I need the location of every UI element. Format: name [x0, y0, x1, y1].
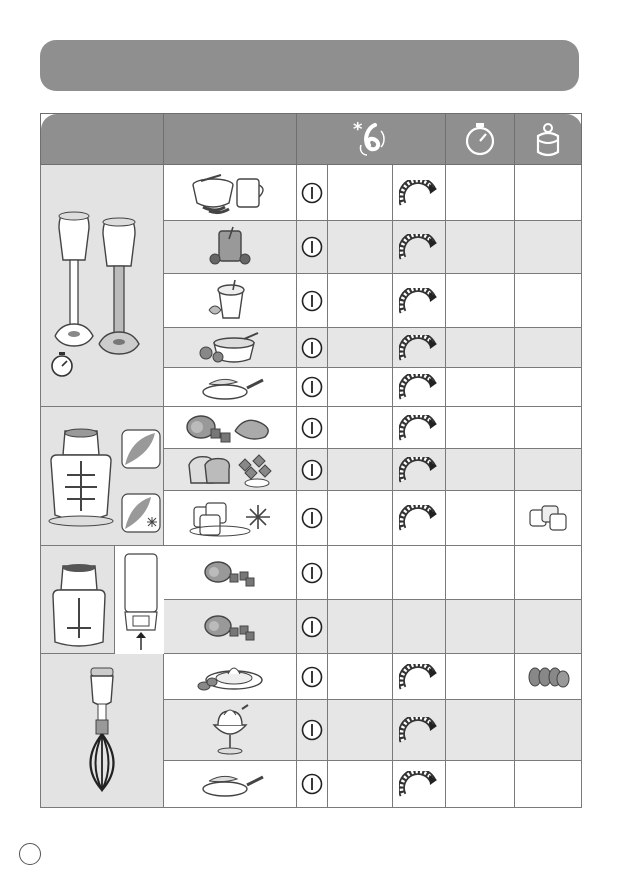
power-button-icon	[301, 562, 323, 584]
whisk-icon	[77, 664, 127, 794]
power-cell	[297, 407, 328, 449]
power-button-icon	[301, 417, 323, 439]
bread-and-nuts-icon	[183, 451, 277, 489]
time-cell	[446, 274, 515, 328]
time-cell	[446, 491, 515, 546]
meat-small-icon	[202, 612, 258, 642]
table-row	[41, 407, 582, 449]
speed-cell	[393, 221, 446, 274]
food-cell	[164, 368, 297, 407]
quantity-cell	[515, 274, 582, 328]
food-cell	[164, 165, 297, 221]
speed-cell	[393, 654, 446, 700]
time-cell	[446, 165, 515, 221]
speed-dial-icon	[399, 457, 439, 483]
blank-cell	[328, 600, 393, 654]
header-speed	[297, 114, 446, 165]
power-cell	[297, 546, 328, 600]
header-quantity	[515, 114, 582, 165]
food-cell	[164, 761, 297, 808]
blank-cell	[328, 407, 393, 449]
power-button-icon	[301, 337, 323, 359]
food-cell	[164, 328, 297, 368]
mini-chopper-icon	[49, 558, 109, 654]
speed-dial-icon	[399, 505, 439, 531]
quantity-cell	[515, 221, 582, 274]
ice-cubes-quantity-icon	[526, 504, 570, 532]
speed-cell	[393, 368, 446, 407]
header-time	[446, 114, 515, 165]
food-cell	[164, 274, 297, 328]
blank-cell	[328, 449, 393, 491]
time-cell	[446, 449, 515, 491]
baby-food-bowl-icon	[198, 331, 262, 365]
speed-dial-icon	[399, 664, 439, 690]
quantity-cell	[515, 407, 582, 449]
time-cell	[446, 328, 515, 368]
power-button-icon	[301, 773, 323, 795]
usage-table	[40, 113, 582, 808]
blank-cell	[328, 368, 393, 407]
power-button-icon	[301, 376, 323, 398]
time-cell	[446, 368, 515, 407]
table-row	[41, 654, 582, 700]
mini-chopper-insert-icon	[121, 550, 161, 654]
food-cell	[164, 221, 297, 274]
speed-cell	[393, 546, 446, 600]
quantity-cell	[515, 654, 582, 700]
power-cell	[297, 368, 328, 407]
power-cell	[297, 600, 328, 654]
table-row	[41, 546, 582, 600]
speed-dial-icon	[399, 335, 439, 361]
header-food	[164, 114, 297, 165]
speed-cell	[393, 761, 446, 808]
time-cell	[446, 654, 515, 700]
chopping-blade-icon	[121, 429, 161, 469]
eggs-quantity-icon	[526, 664, 570, 690]
blank-cell	[328, 491, 393, 546]
power-cell	[297, 328, 328, 368]
speed-dial-icon	[399, 180, 439, 206]
egg-white-plate-icon	[194, 660, 266, 694]
power-cell	[297, 221, 328, 274]
power-button-icon	[301, 666, 323, 688]
chopper-bowl-icon	[45, 425, 117, 529]
speed-cell	[393, 700, 446, 761]
speed-cell	[393, 274, 446, 328]
time-cell	[446, 600, 515, 654]
power-button-icon	[301, 459, 323, 481]
power-cell	[297, 165, 328, 221]
power-button-icon	[301, 719, 323, 741]
header-accessory	[41, 114, 164, 165]
quantity-cell	[515, 600, 582, 654]
ice-cubes-icon	[184, 499, 276, 537]
quantity-cell	[515, 491, 582, 546]
speed-dial-icon	[399, 234, 439, 260]
milkshake-icon	[205, 278, 255, 324]
blank-cell	[328, 165, 393, 221]
speed-cell	[393, 328, 446, 368]
time-cell	[446, 221, 515, 274]
speed-dial-icon	[399, 717, 439, 743]
time-cell	[446, 761, 515, 808]
power-button-icon	[301, 236, 323, 258]
food-cell	[164, 491, 297, 546]
power-button-icon	[301, 182, 323, 204]
food-cell	[164, 700, 297, 761]
pan-batter-icon	[195, 372, 265, 402]
blank-cell	[328, 221, 393, 274]
accessory-cell-mini-chopper	[41, 546, 164, 654]
accessory-cell-chopper-bowl	[41, 407, 164, 546]
speed-cell	[393, 449, 446, 491]
food-cell	[164, 407, 297, 449]
quantity-cell	[515, 700, 582, 761]
blank-cell	[328, 274, 393, 328]
whipped-cream-cup-icon	[202, 703, 258, 757]
table-header-row	[41, 114, 582, 165]
blank-cell	[328, 328, 393, 368]
time-cell	[446, 700, 515, 761]
food-cell	[164, 449, 297, 491]
blank-cell	[328, 546, 393, 600]
time-cell	[446, 546, 515, 600]
power-button-icon	[301, 616, 323, 638]
food-cell	[164, 600, 297, 654]
quantity-cell	[515, 546, 582, 600]
power-button-icon	[301, 290, 323, 312]
timer-icon	[463, 121, 497, 157]
accessory-cell-blender-shafts	[41, 165, 164, 407]
time-cell	[446, 407, 515, 449]
quantity-cell	[515, 449, 582, 491]
blank-cell	[328, 761, 393, 808]
table-row	[41, 165, 582, 221]
power-button-icon	[301, 507, 323, 529]
svg-text:*: *	[353, 119, 363, 140]
speed-cell	[393, 600, 446, 654]
power-cell	[297, 491, 328, 546]
power-cell	[297, 654, 328, 700]
meat-small-icon	[202, 558, 258, 588]
ice-crushing-blade-icon	[121, 493, 161, 533]
quantity-cell	[515, 368, 582, 407]
blank-cell	[328, 700, 393, 761]
speed-cell	[393, 165, 446, 221]
speed-dial-icon	[399, 374, 439, 400]
blank-cell	[328, 654, 393, 700]
power-cell	[297, 761, 328, 808]
power-cell	[297, 700, 328, 761]
section-title-bar	[40, 40, 579, 91]
pan-batter-icon	[195, 769, 265, 799]
speed-dial-icon	[399, 288, 439, 314]
meat-and-vegetables-icon	[183, 411, 277, 445]
smoothie-glass-icon	[205, 225, 255, 269]
soup-and-measuring-jug-icon	[185, 171, 275, 215]
food-cell	[164, 546, 297, 600]
weight-icon	[532, 120, 564, 158]
speed-turbo-icon	[349, 119, 393, 159]
quantity-cell	[515, 761, 582, 808]
quantity-cell	[515, 328, 582, 368]
accessory-cell-whisk	[41, 654, 164, 808]
speed-dial-icon	[399, 771, 439, 797]
power-cell	[297, 274, 328, 328]
stopwatch-icon	[49, 351, 75, 379]
quantity-cell	[515, 165, 582, 221]
speed-cell	[393, 491, 446, 546]
food-cell	[164, 654, 297, 700]
power-cell	[297, 449, 328, 491]
page-number-circle	[19, 843, 41, 865]
speed-cell	[393, 407, 446, 449]
speed-dial-icon	[399, 415, 439, 441]
